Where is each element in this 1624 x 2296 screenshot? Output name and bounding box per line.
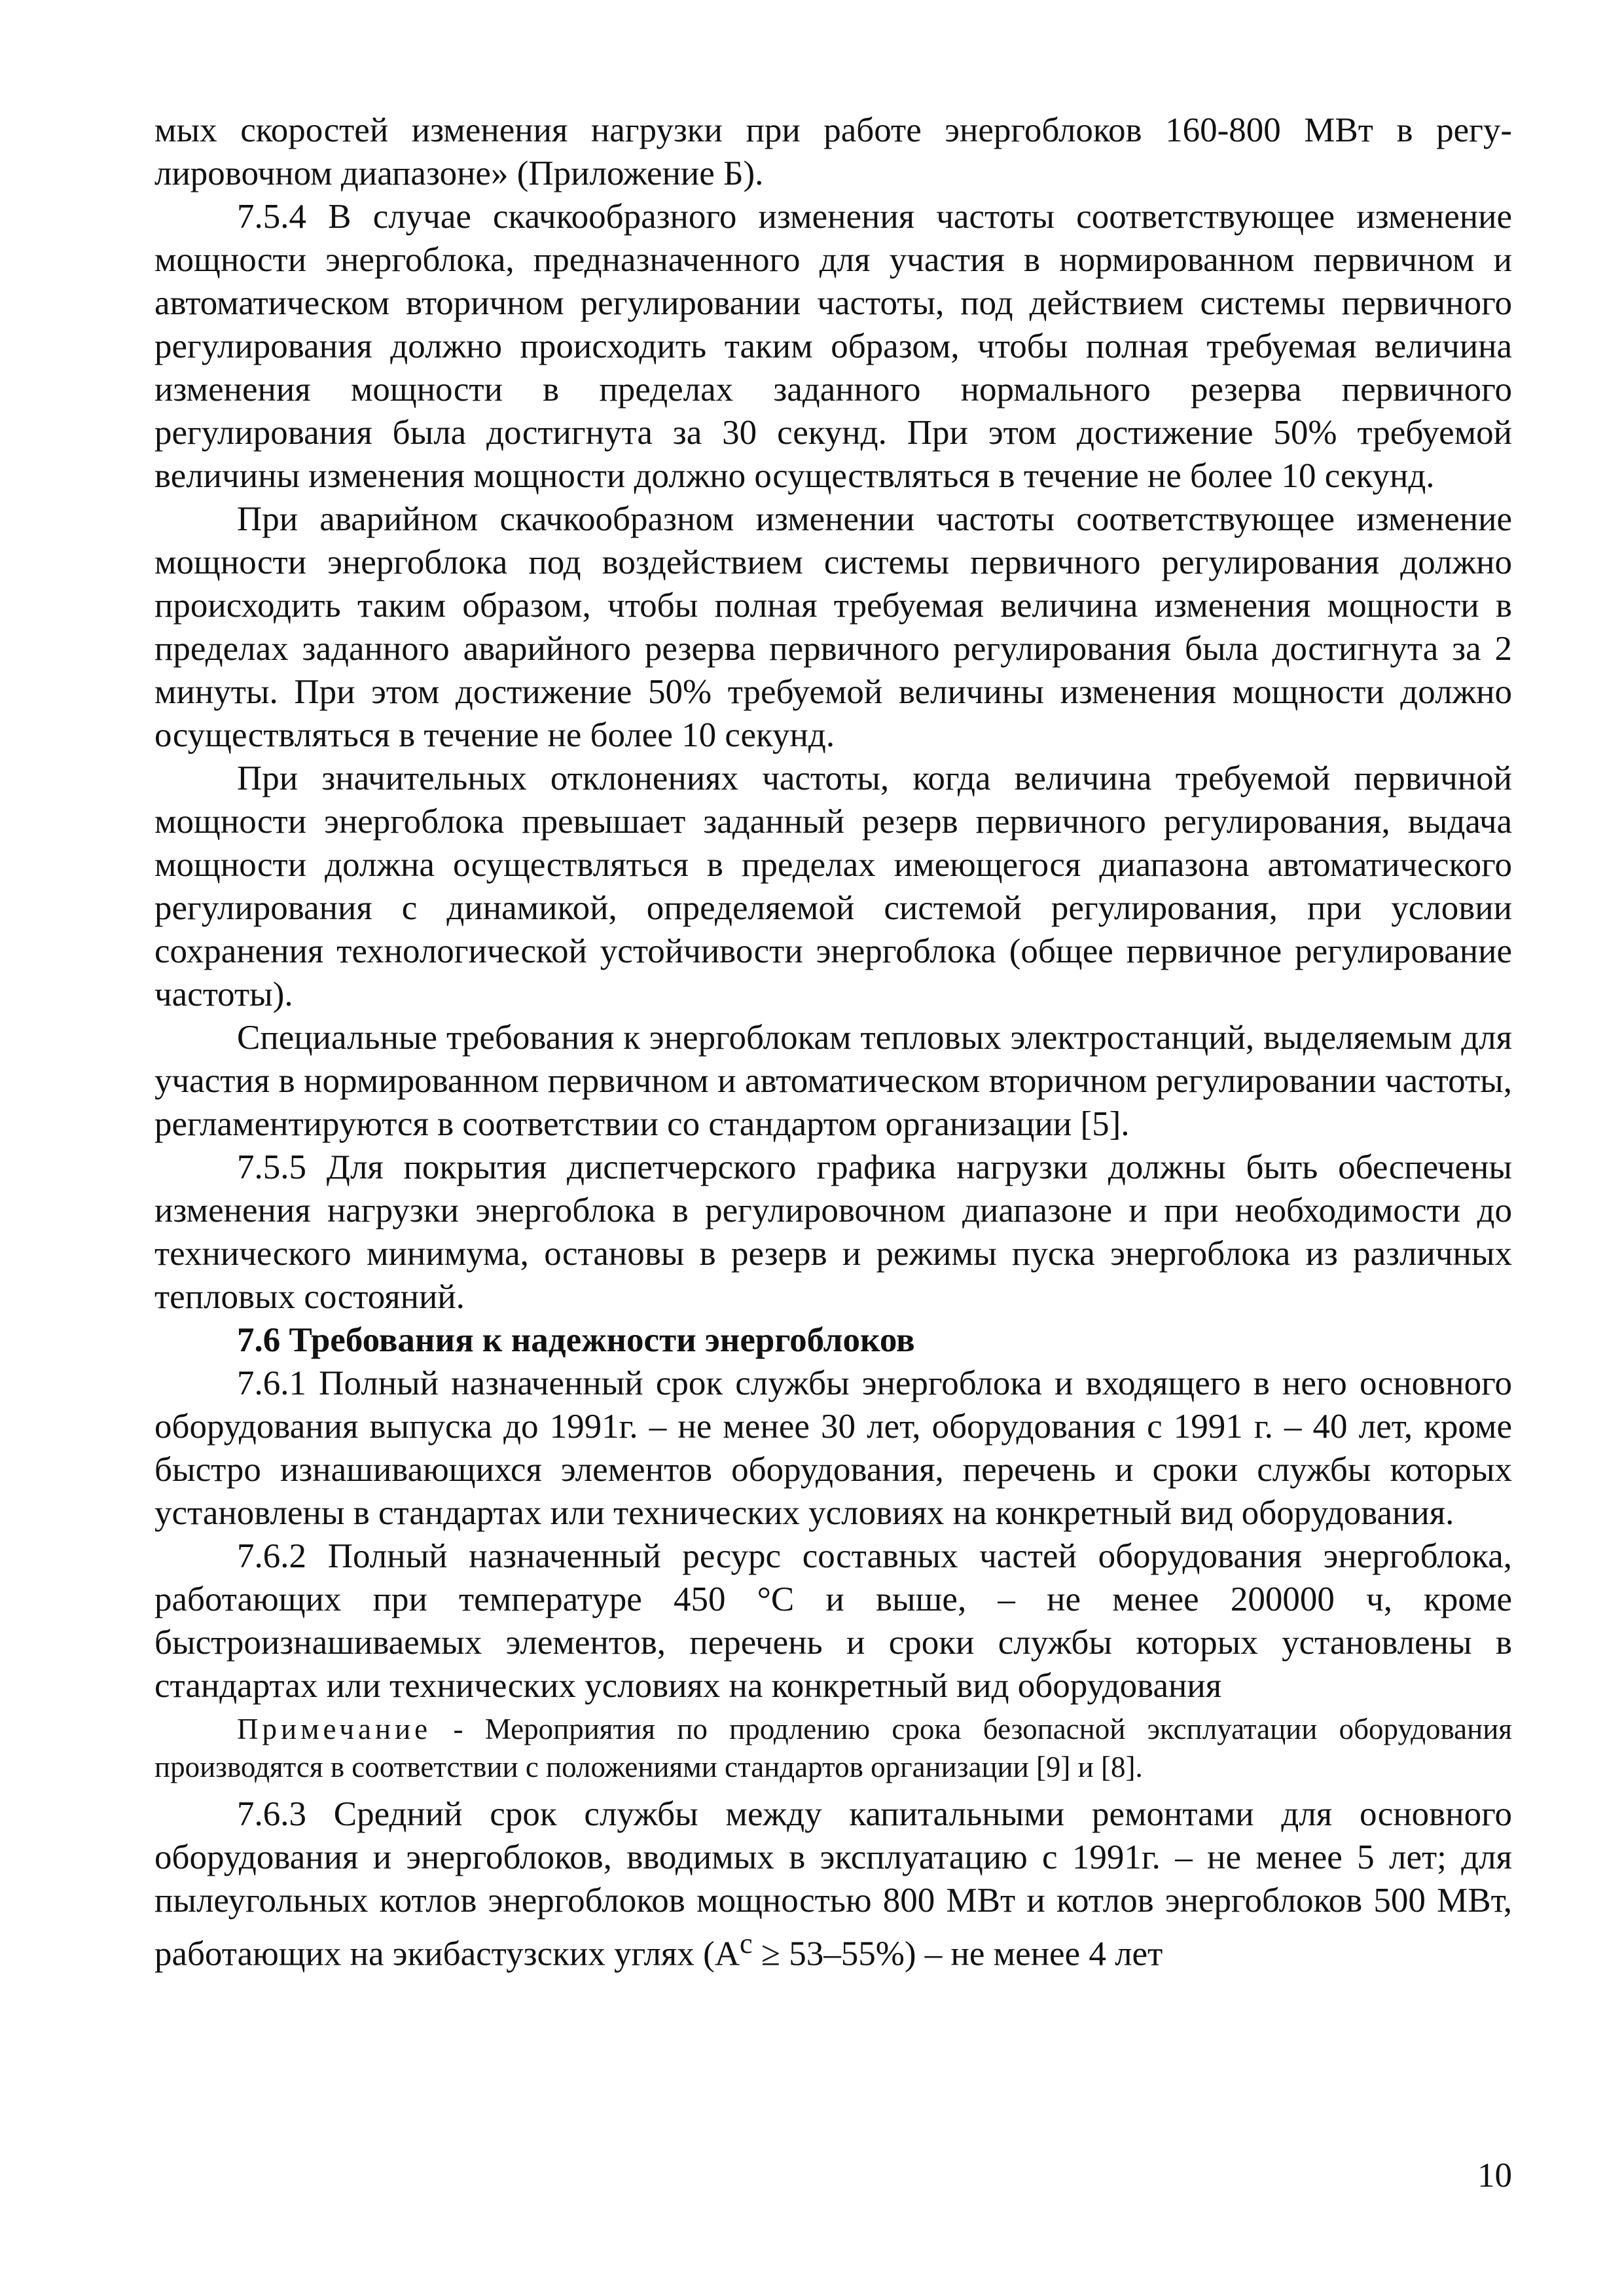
paragraph-significant-deviation: При значительных отклонениях частоты, когда величина требуемой первичной мощности энергоблока превышает заданный резерв первичного регулирования, выдача мощности должна осуществляться в пределах имеющегося диапазона автоматического регулирования с динамикой, определяемой системой регулирования, при условии сохранения технологической устойчивости энергоблока (общее первичное регулирование частоты). [154, 759, 1512, 1013]
paragraph-7-5-5: 7.5.5 Для покрытия диспетчерского графика нагрузки должны быть обеспечены изменения нагрузки энергоблока в регулировочном диапазоне и при необходимости до технического минимума, остановы в резерв и режимы пуска энергоблока из различных тепловых состояний. [154, 1148, 1512, 1316]
paragraph-7-6-1: 7.6.1 Полный назначенный срок службы энергоблока и входящего в него основного оборудования выпуска до 1991г. – не менее 30 лет, оборудования с 1991 г. – 40 лет, кроме быстро изнашивающихся элементов оборудования, перечень и сроки службы которых установлены в стандартах или технических условиях на конкретный вид оборудования. [154, 1364, 1512, 1532]
paragraph-continuation: мых скоростей изменения нагрузки при работе энергоблоков 160-800 МВт в регулировочном диапазоне» (Приложение Б). [154, 111, 1512, 192]
paragraph-special-requirements: Специальные требования к энергоблокам тепловых электростанций, выделяемым для участия в нормированном первичном и автоматическом вторичном регулировании частоты, регламентируются в соответствии со стандартом организации [5]. [154, 1019, 1512, 1143]
paragraph-emergency-frequency: При аварийном скачкообразном изменении частоты соответствующее изменение мощности энергоблока под воздействием системы первичного регулирования должно происходить таким образом, чтобы полная требуемая величина изменения мощности в пределах заданного аварийного резерва первичного регулирования была достигнута за 2 минуты. При этом достижение 50% требуемой величины изменения мощности должно осуществляться в течение не более 10 секунд. [154, 500, 1512, 754]
paragraph-7-6-3-superscript: с [740, 1927, 753, 1959]
page-number: 10 [1477, 2157, 1512, 2195]
note [154, 1710, 1512, 1786]
paragraph-7-6-2: 7.6.2 Полный назначенный ресурс составных частей оборудования энергоблока, работающих при температуре 450 °С и выше, – не менее 200000 ч, кроме быстроизнашиваемых элементов, перечень и сроки службы которых установлены в стандартах или технических условиях на конкретный вид оборудования [154, 1537, 1512, 1705]
paragraph-7-6-3-text-end: ≥ 53–55%) – не менее 4 лет [752, 1935, 1163, 1973]
note-label: Примечание [237, 1713, 432, 1745]
paragraph-7-6-3-text-start: 7.6.3 Средний срок службы между капитальными ремонтами для основного оборудования и энергоблоков, вводимых в эксплуатацию с 1991г. – не менее 5 лет; для пылеугольных котлов энергоблоков мощностью 800 МВт и котлов энергоблоков 500 МВт, работающих на экибастузских углях (А [154, 1795, 1512, 1973]
section-heading-7-6: 7.6 Требования к надежности энергоблоков [237, 1321, 915, 1359]
body-text [154, 109, 1512, 1976]
paragraph-7-6-3 [154, 1793, 1512, 1976]
note-text: - Мероприятия по продлению срока безопасной эксплуатации оборудования производятся в соответствии с положениями стандартов организации [9] и [8]. [154, 1713, 1512, 1783]
paragraph-7-5-4: 7.5.4 В случае скачкообразного изменения частоты соответствующее изменение мощности энергоблока, предназначенного для участия в нормированном первичном и автоматическом вторичном регулировании частоты, под действием системы первичного регулирования должно происходить таким образом, чтобы полная требуемая величина изменения мощности в пределах заданного нормального резерва первичного регулирования была достигнута за 30 секунд. При этом достижение 50% требуемой величины изменения мощности должно осуществляться в течение не более 10 секунд. [154, 198, 1512, 495]
